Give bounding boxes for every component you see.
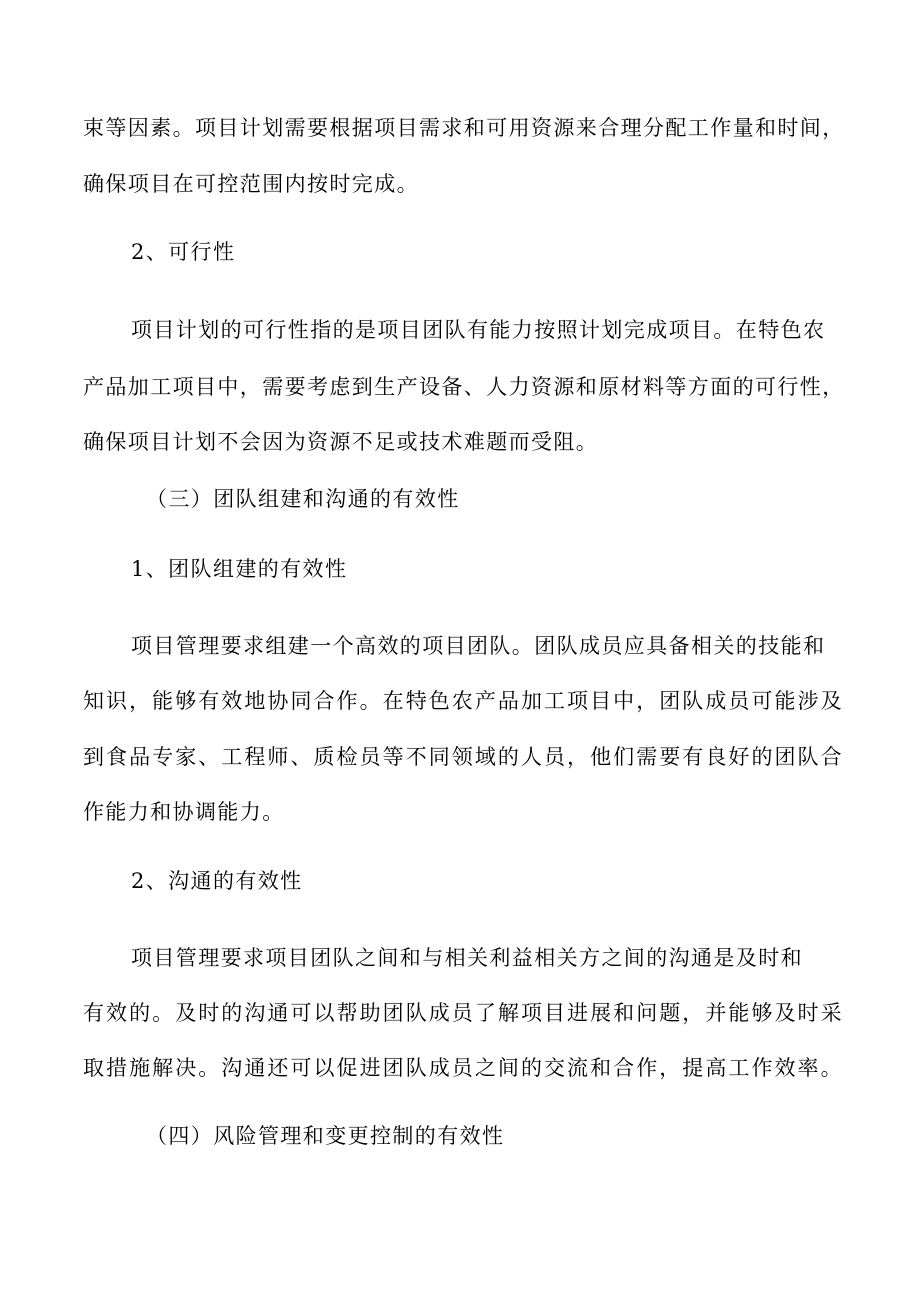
paragraph-line: 确保项目在可控范围内按时完成。 bbox=[83, 172, 419, 196]
paragraph-line: 取措施解决。沟通还可以促进团队成员之间的交流和合作，提高工作效率。 bbox=[83, 1056, 843, 1080]
paragraph-line: 项目管理要求组建一个高效的项目团队。团队成员应具备相关的技能和 bbox=[131, 634, 826, 658]
paragraph-line: 产品加工项目中，需要考虑到生产设备、人力资源和原材料等方面的可行性， bbox=[83, 375, 845, 399]
paragraph-line: 作能力和协调能力。 bbox=[83, 800, 285, 824]
paragraph-line: 项目管理要求项目团队之间和与相关利益相关方之间的沟通是及时和 bbox=[131, 946, 803, 970]
paragraph-line: 束等因素。项目计划需要根据项目需求和可用资源来合理分配工作量和时间， bbox=[83, 116, 845, 140]
subheading: 2、沟通的有效性 bbox=[131, 869, 303, 893]
section-heading: （三）团队组建和沟通的有效性 bbox=[146, 487, 460, 511]
paragraph-line: 到食品专家、工程师、质检员等不同领域的人员，他们需要有良好的团队合 bbox=[83, 745, 843, 769]
paragraph-line: 项目计划的可行性指的是项目团队有能力按照计划完成项目。在特色农 bbox=[131, 318, 826, 342]
section-heading: （四）风险管理和变更控制的有效性 bbox=[146, 1124, 505, 1148]
paragraph-line: 有效的。及时的沟通可以帮助团队成员了解项目进展和问题，并能够及时采 bbox=[83, 1001, 843, 1025]
subheading: 2、可行性 bbox=[131, 240, 236, 264]
paragraph-line: 确保项目计划不会因为资源不足或技术难题而受阻。 bbox=[83, 430, 599, 454]
subheading: 1、团队组建的有效性 bbox=[131, 557, 348, 581]
paragraph-line: 知识，能够有效地协同合作。在特色农产品加工项目中，团队成员可能涉及 bbox=[83, 689, 843, 713]
